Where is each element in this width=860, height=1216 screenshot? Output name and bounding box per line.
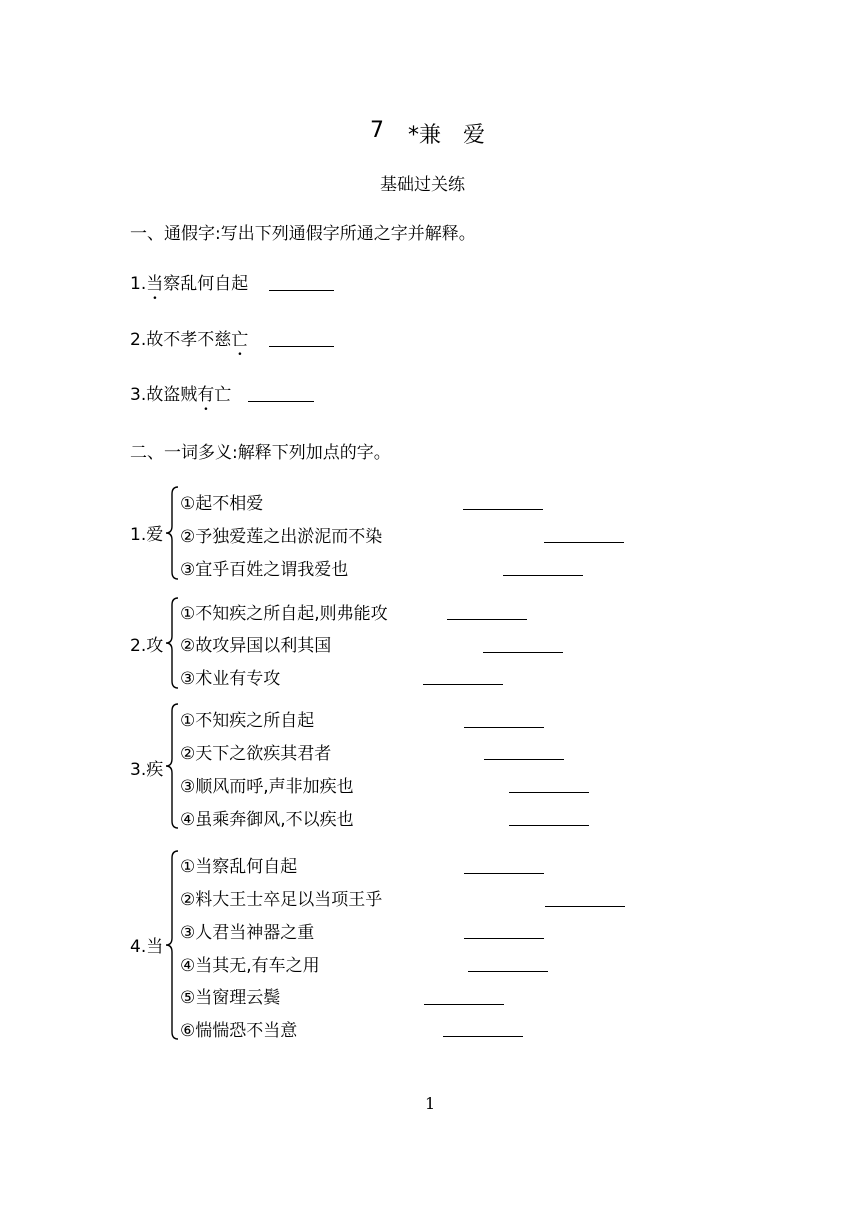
- answer-blank[interactable]: [447, 619, 527, 620]
- item-suffix: 亡: [214, 385, 232, 405]
- tongjia-item-1: [130, 269, 248, 304]
- item-prefix: 3.故盗贼: [130, 385, 198, 405]
- meaning-item: ②予独爱莲之出淤泥而不染: [180, 527, 383, 547]
- answer-blank[interactable]: [269, 290, 334, 291]
- item-prefix: 2.故不孝不慈: [130, 330, 232, 350]
- brace-icon: [164, 850, 180, 1040]
- answer-blank[interactable]: [503, 575, 583, 576]
- meaning-item: ①不知疾之所自起,则弗能攻: [180, 604, 388, 624]
- meaning-item: ②料大王士卒足以当项王乎: [180, 890, 383, 910]
- section2-heading: 二、一词多义:解释下列加点的字。: [130, 443, 391, 463]
- answer-blank[interactable]: [509, 792, 589, 793]
- answer-blank[interactable]: [464, 873, 544, 874]
- answer-blank[interactable]: [443, 1036, 523, 1037]
- item-prefix: 1.: [130, 274, 147, 294]
- answer-blank[interactable]: [464, 727, 544, 728]
- tongjia-item-3: [130, 380, 231, 415]
- meaning-item: ①不知疾之所自起: [180, 711, 315, 731]
- answer-blank[interactable]: [509, 825, 589, 826]
- page-number: 1: [425, 1094, 436, 1113]
- meaning-item: ②故攻异国以利其国: [180, 636, 332, 656]
- page-subtitle: 基础过关练: [380, 175, 465, 195]
- meaning-item: ③人君当神器之重: [180, 923, 315, 943]
- brace-icon: [164, 486, 180, 580]
- brace-icon: [164, 703, 180, 829]
- meaning-item: ④虽乘奔御风,不以疾也: [180, 810, 354, 830]
- lesson-title: *兼 爱: [408, 123, 486, 148]
- answer-blank[interactable]: [484, 759, 564, 760]
- answer-blank[interactable]: [248, 401, 314, 402]
- meaning-item: ②天下之欲疾其君者: [180, 744, 332, 764]
- answer-blank[interactable]: [464, 938, 544, 939]
- meaning-item: ④当其无,有车之用: [180, 956, 320, 976]
- answer-blank[interactable]: [468, 971, 548, 972]
- group-label-dang: 4.当: [130, 937, 164, 957]
- meaning-item: ①起不相爱: [180, 494, 264, 514]
- answer-blank[interactable]: [483, 652, 563, 653]
- dotted-char: 有: [197, 385, 215, 405]
- meaning-item: ③宜乎百姓之谓我爱也: [180, 560, 349, 580]
- meaning-item: ⑥惴惴恐不当意: [180, 1021, 298, 1041]
- dotted-char: 当: [146, 274, 164, 294]
- meaning-item: ③术业有专攻: [180, 669, 281, 689]
- dotted-char: 亡: [231, 330, 249, 350]
- item-suffix: 察乱何自起: [163, 274, 249, 294]
- meaning-item: ⑤当窗理云鬓: [180, 988, 281, 1008]
- tongjia-item-2: [130, 325, 248, 360]
- group-label-ai: 1.爱: [130, 525, 164, 545]
- meaning-item: ③顺风而呼,声非加疾也: [180, 777, 354, 797]
- answer-blank[interactable]: [544, 542, 624, 543]
- group-label-ji: 3.疾: [130, 760, 164, 780]
- meaning-item: ①当察乱何自起: [180, 857, 298, 877]
- section1-heading: 一、通假字:写出下列通假字所通之字并解释。: [130, 224, 476, 244]
- answer-blank[interactable]: [463, 509, 543, 510]
- lesson-number: 7: [370, 118, 384, 143]
- group-label-gong: 2.攻: [130, 636, 164, 656]
- answer-blank[interactable]: [269, 346, 334, 347]
- answer-blank[interactable]: [424, 1004, 504, 1005]
- answer-blank[interactable]: [423, 684, 503, 685]
- answer-blank[interactable]: [545, 906, 625, 907]
- brace-icon: [164, 597, 180, 689]
